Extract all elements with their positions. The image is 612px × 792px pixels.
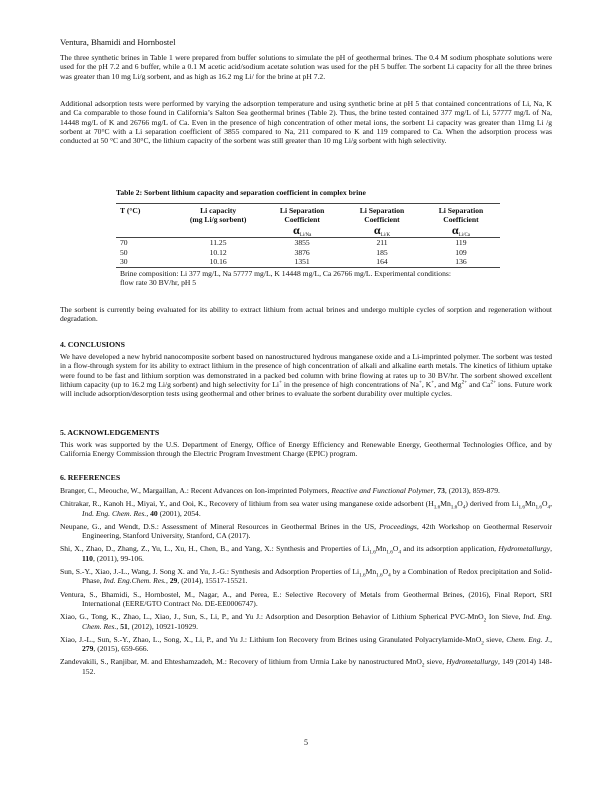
page-number: 5 xyxy=(304,738,308,747)
capacity-table xyxy=(116,203,500,267)
paragraph-acknowledgements: This work was supported by the U.S. Department of Energy, Office of Energy Efficiency and Renewable Energy, Geothermal Technologies Office, and by California Energy Commission through the Electric Program Investment Charge (EPIC) program. xyxy=(60,440,552,459)
paragraph-evaluation: The sorbent is currently being evaluated for its ability to extract lithium from actual brines and undergo multiple cycles of sorption and regeneration without degradation. xyxy=(60,305,552,324)
reference-item: Branger, C., Meouche, W., Margaillan, A.: Recent Advances on Ion-imprinted Polymers, Reactive and Functional Polymer, 73, (2013), 859-879. xyxy=(60,486,500,495)
table-footnote: Brine composition: Li 377 mg/L, Na 57777 mg/L, K 14448 mg/L, Ca 26766 mg/L. Experimental conditions: flow rate 30 BV/hr, pH 5 xyxy=(116,267,500,288)
running-header: Ventura, Bhamidi and Hornbostel xyxy=(60,37,176,47)
alpha-cell-empty xyxy=(116,224,174,238)
reference-item: Ventura, S., Bhamidi, S., Hornbostel, M., Nagar, A., and Perea, E.: Selective Recovery of Metals from Geothermal Brines, (2016), Final Report, SRI International (EERE/GTO Contract No. DE-EE0006747). xyxy=(60,589,552,608)
reference-item: Sun, S.-Y., Xiao, J.-L., Wang, J. Song X. and Yu, J.-G.: Synthesis and Adsorption Properties of $Li_{1.6}Mn_{1.6}O_4$ by a Combination of Redox precipitation and Solid-Phase, Ind. Eng.Chem. Res., 29, (2014), 15517-15521. xyxy=(60,567,552,586)
alpha-cell-empty xyxy=(174,224,262,238)
table-row: 50 10.12 3876 185 109 xyxy=(120,247,467,257)
reference-item: Chitrakar, R., Kanoh H., Miyai, Y., and Ooi, K., Recovery of lithium from sea water using manganese oxide adsorbent $(H_{1.6}Mn_{1.6}O_4)$ derived from $Li_{1.6}Mn_{1.6}O_4$, Ind. Eng. Chem. Res., 40 (2001), 2054. xyxy=(60,499,552,518)
paragraph-conclusions: We have developed a new hybrid nanocomposite sorbent based on nanostructured hydrous manganese oxide and a Li-imprinted polymer. The sorbent was tested in a flow-through system for its ability to extract lithium in the presence of high concentration of alkali and alkaline earth metals. The kinetics of lithium uptake were found to be fast and lithium sorption was demonstrated in a packed bed column with brine flowing at rates up to 30 BV/hr. The sorbent showed excellent lithium capacity (up to 16.2 mg Li/g sorbent) and high selectivity for Li+ in the presence of high concentrations of Na+, K+, and $Mg^{2+}$ and $Ca^{2+}$ ions. Future work will include adsorption/desorption tests using geothermal and other brines to evaluate the sorbent durability over multiple cycles. xyxy=(60,352,553,399)
reference-item: Zandevakili, S., Ranjibar, M. and Ehteshamzadeh, M.: Recovery of lithium from Urmia Lake by nanostructured MnO$_2$ sieve, Hydrometallurgy, 149 (2014) 148-152. xyxy=(60,657,552,676)
col-header-sep-ca: Li Separation Coefficient xyxy=(438,206,484,224)
reference-item: Xiao, G., Tong, K., Zhao, L., Xiao, J., Sun, S., Li, P., and Yu J.: Adsorption and Desorption Behavior of Lithium Spherical PVC-MnO$_2$ Ion Sieve, Ind. Eng. Chem. Res., 51, (2012), 10921-10929. xyxy=(60,612,552,631)
paragraph-synthetic-brines: The three synthetic brines in Table 1 were prepared from buffer solutions to simulate the pH of geothermal brines. The 0.4 M sodium phosphate solutions were used for the pH 7.2 and 6 buffer, while a 0.1 M acetic acid/sodium acetate solution was used for the pH 5 buffer. The sorbent Li capacity for all the three brines was greater than 10 mg Li/g sorbent, and as high as 16.2 mg Li/ for the brine at pH 7.2. xyxy=(60,53,552,81)
col-header-capacity: Li capacity (mg Li/g sorbent) xyxy=(189,206,247,224)
reference-list xyxy=(60,486,552,680)
table-2 xyxy=(116,188,500,288)
heading-references: 6. REFERENCES xyxy=(60,473,121,482)
reference-item: Xiao, J.-L., Sun, S.-Y., Zhao, L., Song, X., Li, P., and Yu J.: Lithium Ion Recovery from Brines using Granulated Polyacrylamide-MnO$_2$ sieve, Chem. Eng. J., 279, (2015), 659-666. xyxy=(60,634,552,654)
col-header-sep-na: Li Separation Coefficient xyxy=(279,206,325,224)
heading-acknowledgements: 5. ACKNOWLEDGEMENTS xyxy=(60,428,160,437)
reference-item: Neupane, G., and Wendt, D.S.: Assessment of Mineral Resources in Geothermal Brines in the US, Proceedings, 42th Workshop on Geothermal Reservoir Engineering, Stanford University, Stanford, CA (2017). xyxy=(60,521,552,541)
alpha-li-k: $\alpha_{Li/K}$ xyxy=(342,224,422,238)
col-header-temp: T (°C) xyxy=(120,206,141,215)
alpha-li-na: $\alpha_{Li/Na}$ xyxy=(262,224,342,238)
reference-item: Shi, X., Zhao, D., Zhang, Z., Yu, L., Xu, H., Chen, B., and Yang, X.: Synthesis and Properties of $Li_{1.6}Mn_{1.6}O_4$ and its adsorption application, Hydrometallurgy, 110, (2011), 99-106. xyxy=(60,544,553,563)
paragraph-additional-tests: Additional adsorption tests were performed by varying the adsorption temperature and using synthetic brine at pH 5 that contained concentrations of Li, Na, K and Ca comparable to those found in California’s Salton Sea geothermal brines (Table 2). Thus, the brine tested contained 377 mg/L of Li, 57777 mg/L of Na, 14448 mg/L of K and 26766 mg/L of Ca. Even in the presence of high concentration of other metal ions, the sorbent Li capacity was greater than 11mg Li /g sorbent at 70°C with a Li separation coefficient of 3855 compared to Na, 211 compared to K and 119 compared to Ca. When the adsorption process was conducted at 50 °C and 30°C, the lithium capacity of the sorbent was still greater than 10 mg Li/g sorbent with high selectivity. xyxy=(60,99,552,146)
alpha-li-ca: $\alpha_{Li/Ca}$ xyxy=(422,224,500,238)
heading-conclusions: 4. CONCLUSIONS xyxy=(60,340,125,349)
table-row: 30 10.16 1351 164 136 xyxy=(120,257,467,267)
table-title: Table 2: Sorbent lithium capacity and separation coefficient in complex brine xyxy=(116,188,366,197)
col-header-sep-k: Li Separation Coefficient xyxy=(359,206,405,224)
table-row: 70 11.25 3855 211 119 xyxy=(120,238,467,247)
